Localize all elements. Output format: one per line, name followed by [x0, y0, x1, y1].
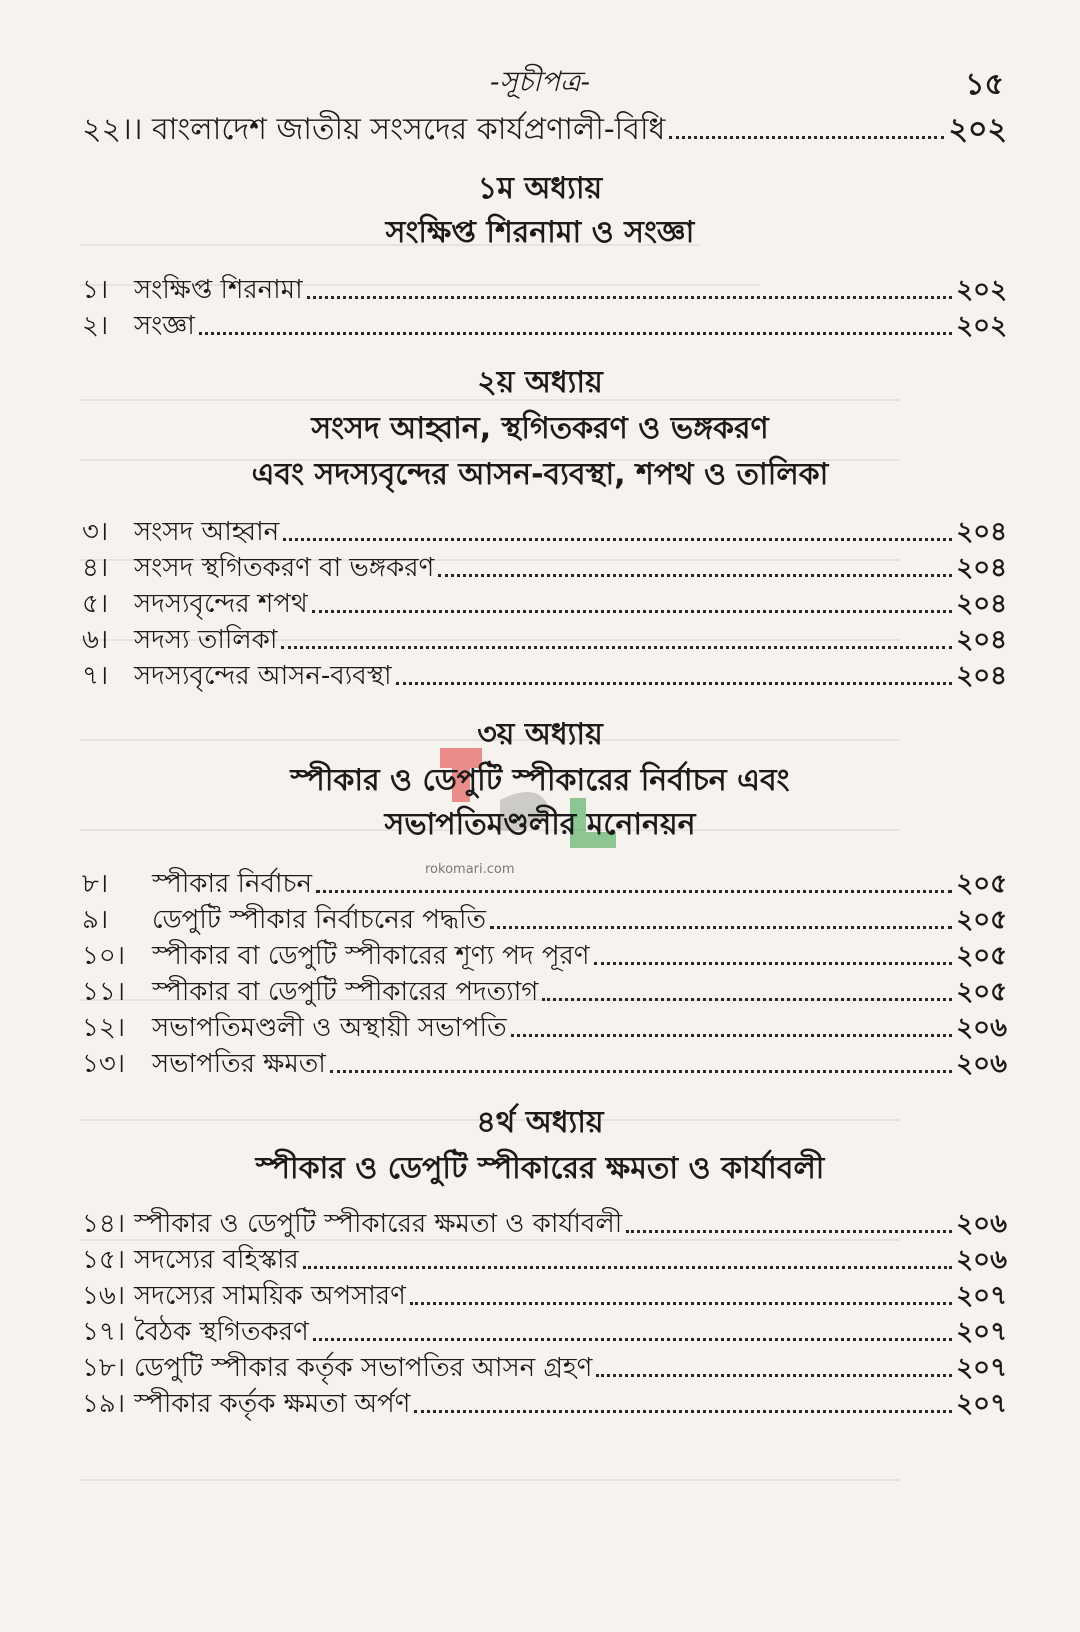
dot-leader [511, 1034, 953, 1037]
dot-leader [316, 890, 952, 893]
entry-title: সদস্যের সাময়িক অপসারণ [134, 1281, 406, 1311]
toc-entry[interactable] [82, 902, 1007, 938]
entry-page: ২০৬ [956, 1049, 1007, 1079]
entry-number: ১২। [82, 1013, 126, 1043]
entry-title: স্পীকার কর্তৃক ক্ষমতা অর্পণ [134, 1389, 411, 1419]
entry-number: ১০। [82, 941, 126, 971]
dot-leader [414, 1410, 952, 1413]
entry-number: ৯। [82, 905, 109, 935]
toc-entry[interactable] [82, 1278, 1007, 1314]
entry-title: স্পীকার ও ডেপুটি স্পীকারের ক্ষমতা ও কার্যাবলী [134, 1209, 623, 1239]
entry-page: ২০৬ [956, 1245, 1007, 1275]
entry-page: ২০৫ [956, 977, 1007, 1007]
entry-title: সদস্যবৃন্দের আসন-ব্যবস্থা [134, 661, 392, 691]
entry-page: ২০২ [948, 112, 1007, 147]
entry-number: ১১। [82, 977, 126, 1007]
entry-number: ১৮। [82, 1353, 126, 1383]
entry-number: ১। [82, 275, 109, 305]
toc-entry[interactable] [82, 1010, 1007, 1046]
entry-title: সদস্যের বহিস্কার [134, 1245, 299, 1275]
dot-leader [626, 1230, 952, 1233]
entry-page: ২০৫ [956, 905, 1007, 935]
chapter-title: সংসদ আহ্বান, স্থগিতকরণ ও ভঙ্গকরণ [311, 411, 769, 446]
entry-page: ২০৬ [956, 1013, 1007, 1043]
entry-page: ২০৭ [956, 1389, 1007, 1419]
toc-entry[interactable] [82, 974, 1007, 1010]
entry-page: ২০৪ [956, 625, 1007, 655]
toc-entry[interactable] [82, 1046, 1007, 1082]
toc-entry[interactable] [82, 1386, 1007, 1422]
dot-leader [542, 998, 952, 1001]
dot-leader [410, 1302, 952, 1305]
entry-number: ১৩। [82, 1049, 126, 1079]
entry-title: সদস্য তালিকা [134, 625, 278, 655]
toc-entry[interactable] [82, 1206, 1007, 1242]
entry-number: ১৯। [82, 1389, 126, 1419]
entry-title: ডেপুটি স্পীকার নির্বাচনের পদ্ধতি [152, 905, 486, 935]
entry-page: ২০২ [956, 311, 1007, 341]
entry-number: ৩। [82, 517, 109, 547]
entry-title: বৈঠক স্থগিতকরণ [134, 1317, 309, 1347]
chapter-title: এবং সদস্যবৃন্দের আসন-ব্যবস্থা, শপথ ও তালিকা [251, 457, 829, 492]
dot-leader [303, 1266, 953, 1269]
entry-page: ২০৭ [956, 1353, 1007, 1383]
entry-number: ৬। [82, 625, 109, 655]
entry-title: সদস্যবৃন্দের শপথ [134, 589, 308, 619]
entry-page: ২০৪ [956, 553, 1007, 583]
entry-page: ২০৪ [956, 589, 1007, 619]
dot-leader [490, 926, 952, 929]
dot-leader [396, 682, 953, 685]
dot-leader [669, 136, 944, 139]
chapter-title: সংক্ষিপ্ত শিরনামা ও সংজ্ঞা [385, 215, 695, 250]
entry-number: ৭। [82, 661, 109, 691]
entry-title: সংসদ আহ্বান [134, 517, 280, 547]
watermark-url: rokomari.com [425, 862, 515, 877]
chapter-title: স্পীকার ও ডেপুটি স্পীকারের ক্ষমতা ও কার্যাবলী [255, 1151, 825, 1186]
entry-title: সংক্ষিপ্ত শিরনামা [134, 275, 303, 305]
chapter-heading: ৪র্থ অধ্যায় [476, 1105, 604, 1140]
page-number: ১৫ [965, 67, 1004, 102]
entry-page: ২০৫ [956, 869, 1007, 899]
entry-title: সভাপতির ক্ষমতা [152, 1049, 326, 1079]
dot-leader [594, 962, 953, 965]
entry-number: ২। [82, 311, 109, 341]
entry-page: ২০৭ [956, 1317, 1007, 1347]
dot-leader [438, 574, 952, 577]
toc-entry[interactable] [82, 658, 1007, 694]
entry-number: ১৫। [82, 1245, 126, 1275]
toc-entry[interactable] [82, 938, 1007, 974]
toc-entry[interactable] [82, 1314, 1007, 1350]
chapter-heading: ৩য় অধ্যায় [477, 717, 603, 752]
chapter-heading: ১ম অধ্যায় [477, 171, 603, 206]
entry-number: ২২।। [82, 112, 143, 147]
toc-entry[interactable] [82, 866, 1007, 902]
entry-title: স্পীকার নির্বাচন [152, 869, 313, 899]
toc-entry[interactable] [82, 514, 1007, 550]
dot-leader [330, 1070, 952, 1073]
toc-entry[interactable] [82, 272, 1007, 308]
entry-title: সংজ্ঞা [134, 311, 195, 341]
entry-page: ২০৬ [956, 1209, 1007, 1239]
dot-leader [199, 332, 952, 335]
entry-page: ২০৪ [956, 661, 1007, 691]
toc-entry[interactable] [82, 586, 1007, 622]
chapter-title: স্পীকার ও ডেপুটি স্পীকারের নির্বাচন এবং [290, 763, 790, 798]
dot-leader [596, 1374, 952, 1377]
toc-entry[interactable] [82, 622, 1007, 658]
dot-leader [281, 646, 952, 649]
toc-entry[interactable] [82, 1350, 1007, 1386]
entry-title: সভাপতিমণ্ডলী ও অস্থায়ী সভাপতি [152, 1013, 507, 1043]
entry-page: ২০২ [956, 275, 1007, 305]
dot-leader [283, 538, 952, 541]
entry-number: ৫। [82, 589, 109, 619]
entry-page: ২০৫ [956, 941, 1007, 971]
entry-number: ৪। [82, 553, 109, 583]
chapter-title: সভাপতিমণ্ডলীর মনোনয়ন [384, 807, 696, 842]
running-header: -সূচীপত্র- [489, 65, 591, 98]
entry-title: বাংলাদেশ জাতীয় সংসদের কার্যপ্রণালী-বিধি [152, 112, 666, 147]
dot-leader [307, 296, 953, 299]
dot-leader [313, 1338, 953, 1341]
watermark-logo [430, 740, 650, 870]
entry-title: ডেপুটি স্পীকার কর্তৃক সভাপতির আসন গ্রহণ [134, 1353, 593, 1383]
entry-number: ১৪। [82, 1209, 126, 1239]
entry-page: ২০৪ [956, 517, 1007, 547]
entry-page: ২০৭ [956, 1281, 1007, 1311]
entry-number: ১৭। [82, 1317, 126, 1347]
toc-entry[interactable] [82, 308, 1007, 344]
entry-title: সংসদ স্থগিতকরণ বা ভঙ্গকরণ [134, 553, 435, 583]
toc-entry[interactable] [82, 1242, 1007, 1278]
entry-number: ৮। [82, 869, 109, 899]
entry-number: ১৬। [82, 1281, 126, 1311]
entry-title: স্পীকার বা ডেপুটি স্পীকারের পদত্যাগ [152, 977, 539, 1007]
dot-leader [312, 610, 953, 613]
entry-title: স্পীকার বা ডেপুটি স্পীকারের শূণ্য পদ পূরণ [152, 941, 590, 971]
chapter-heading: ২য় অধ্যায় [477, 365, 603, 400]
toc-entry[interactable] [82, 550, 1007, 586]
toc-entry-lead[interactable] [82, 112, 1007, 148]
